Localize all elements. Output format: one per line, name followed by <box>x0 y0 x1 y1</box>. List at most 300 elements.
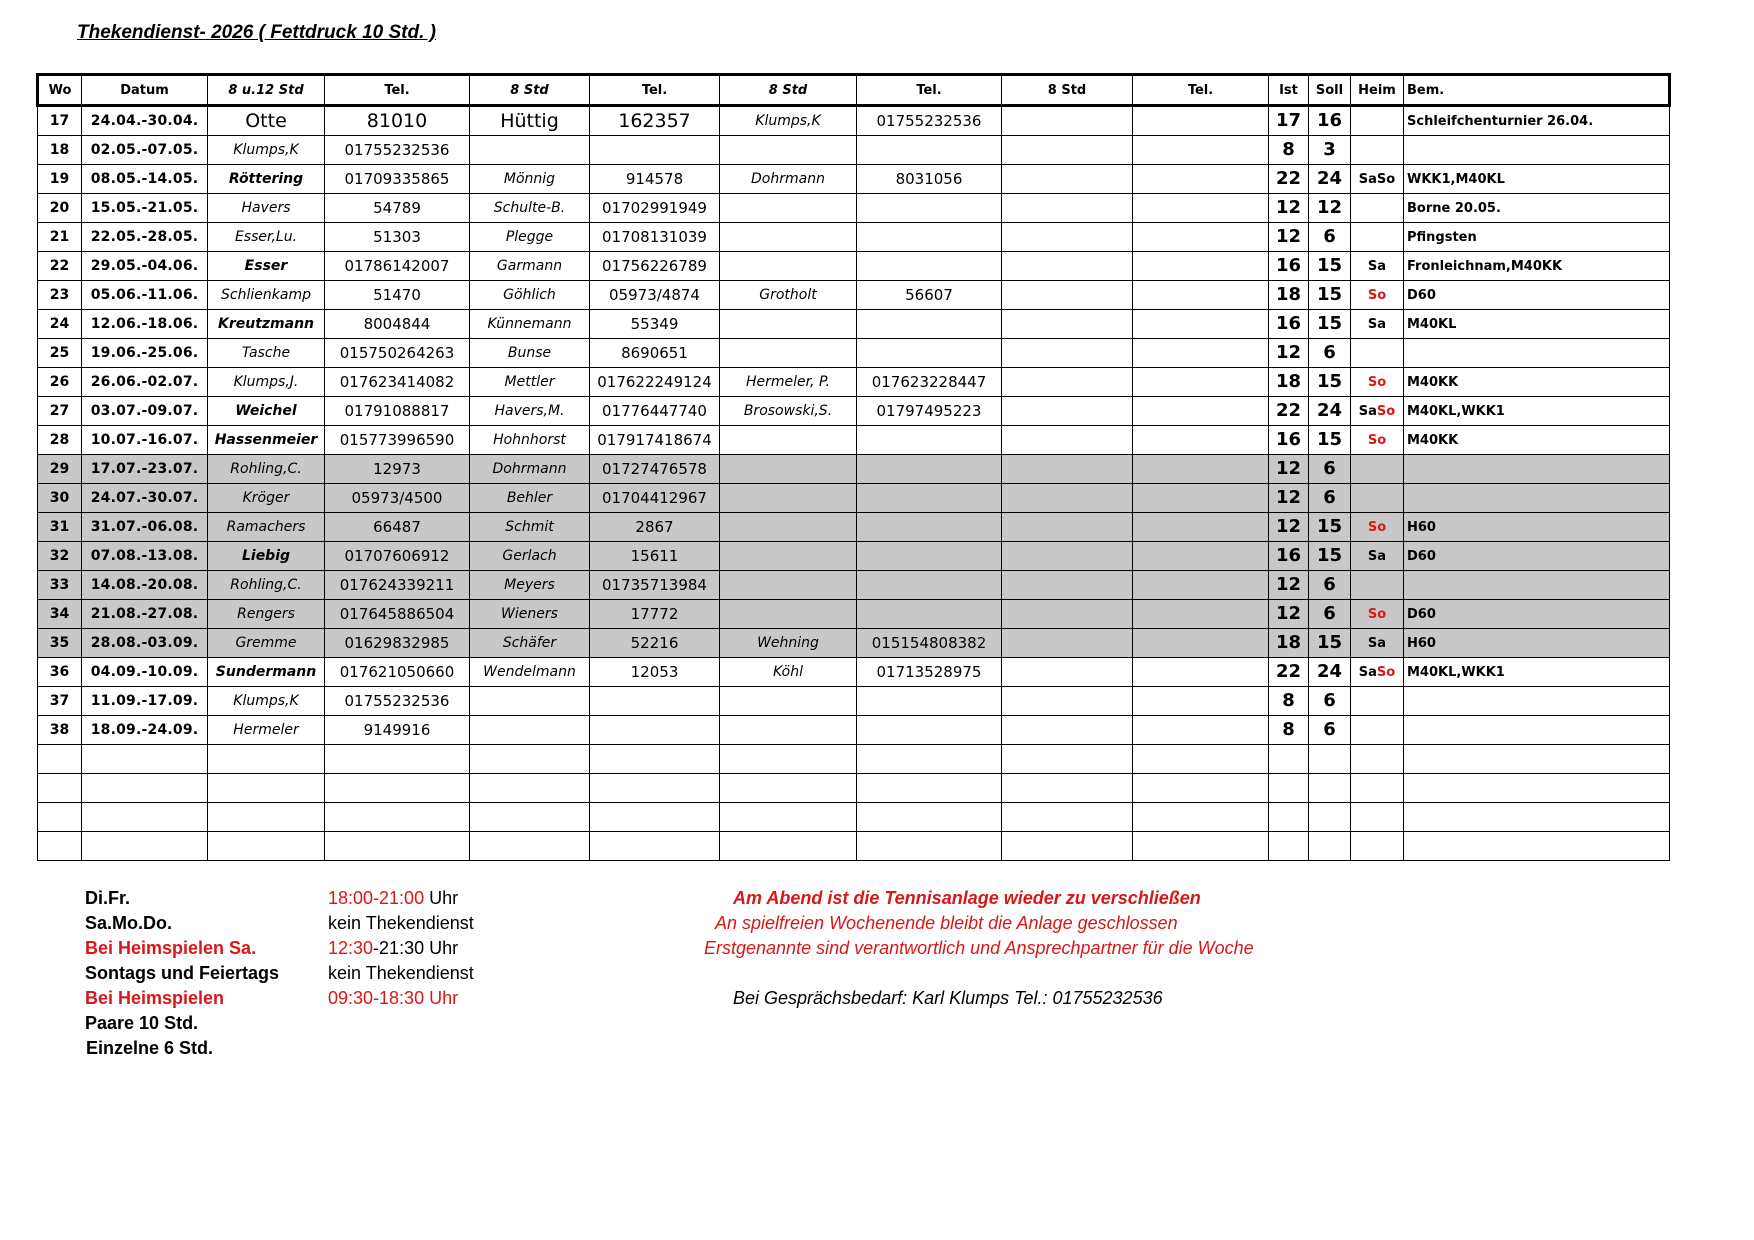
info-heim-sa-time <box>328 939 458 957</box>
table-row <box>38 106 1670 136</box>
cell-soll: 15 <box>1309 368 1351 397</box>
cell-phone <box>1133 571 1269 600</box>
cell-phone <box>857 194 1002 223</box>
table-row <box>38 629 1670 658</box>
cell-phone: 56607 <box>857 281 1002 310</box>
cell-name-primary: Rengers <box>208 600 325 629</box>
cell-phone: 81010 <box>325 106 470 136</box>
table-row <box>38 339 1670 368</box>
cell-phone: 01756226789 <box>590 252 720 281</box>
cell-week: 36 <box>38 658 82 687</box>
table-row <box>38 716 1670 745</box>
cell-phone <box>1133 774 1269 803</box>
cell-soll: 6 <box>1309 223 1351 252</box>
heim-sat-label: SaSo <box>1358 171 1396 187</box>
cell-week: 21 <box>38 223 82 252</box>
cell-remark: D60 <box>1404 600 1670 629</box>
cell-name <box>720 252 857 281</box>
cell-week: 31 <box>38 513 82 542</box>
table-row <box>38 252 1670 281</box>
cell-phone <box>1133 629 1269 658</box>
cell-name: Hohnhorst <box>470 426 590 455</box>
cell-date-range: 05.06.-11.06. <box>82 281 208 310</box>
table-row <box>38 194 1670 223</box>
cell-soll: 6 <box>1309 484 1351 513</box>
cell-phone <box>857 455 1002 484</box>
cell-name: Bunse <box>470 339 590 368</box>
cell-remark <box>1404 136 1670 165</box>
cell-name-primary <box>208 803 325 832</box>
cell-phone <box>590 832 720 861</box>
cell-week <box>38 745 82 774</box>
cell-name <box>470 774 590 803</box>
cell-name-primary: Otte <box>208 106 325 136</box>
cell-phone <box>857 426 1002 455</box>
cell-heim <box>1351 745 1404 774</box>
table-row <box>38 310 1670 339</box>
cell-name-primary: Liebig <box>208 542 325 571</box>
note-responsible: Erstgenannte sind verantwortlich und Ansprechpartner für die Woche <box>704 938 1254 958</box>
cell-name <box>1002 165 1133 194</box>
cell-ist: 8 <box>1269 687 1309 716</box>
cell-name: Klumps,K <box>720 106 857 136</box>
cell-name <box>720 745 857 774</box>
table-row <box>38 165 1670 194</box>
cell-name: Grotholt <box>720 281 857 310</box>
cell-phone <box>590 803 720 832</box>
cell-name <box>1002 513 1133 542</box>
cell-name: Schulte-B. <box>470 194 590 223</box>
cell-name <box>1002 745 1133 774</box>
cell-week <box>38 774 82 803</box>
header-cell: Bem. <box>1404 75 1670 106</box>
cell-week: 27 <box>38 397 82 426</box>
cell-name <box>720 426 857 455</box>
cell-phone <box>1133 165 1269 194</box>
cell-date-range: 02.05.-07.05. <box>82 136 208 165</box>
cell-soll <box>1309 774 1351 803</box>
cell-phone: 55349 <box>590 310 720 339</box>
heim-sun-label: So <box>1367 606 1387 622</box>
cell-ist: 8 <box>1269 716 1309 745</box>
cell-name <box>720 571 857 600</box>
cell-phone <box>857 832 1002 861</box>
cell-name-primary: Havers <box>208 194 325 223</box>
cell-week: 25 <box>38 339 82 368</box>
cell-phone: 17772 <box>590 600 720 629</box>
cell-phone: 01786142007 <box>325 252 470 281</box>
cell-remark: D60 <box>1404 281 1670 310</box>
cell-heim <box>1351 629 1404 658</box>
cell-phone <box>857 339 1002 368</box>
cell-soll: 6 <box>1309 600 1351 629</box>
cell-heim <box>1351 339 1404 368</box>
cell-name-primary: Klumps,K <box>208 136 325 165</box>
cell-name <box>470 803 590 832</box>
cell-name <box>1002 687 1133 716</box>
cell-name-primary: Röttering <box>208 165 325 194</box>
cell-ist: 16 <box>1269 426 1309 455</box>
cell-phone <box>857 223 1002 252</box>
table-row <box>38 745 1670 774</box>
cell-week: 34 <box>38 600 82 629</box>
cell-date-range: 17.07.-23.07. <box>82 455 208 484</box>
cell-date-range: 14.08.-20.08. <box>82 571 208 600</box>
heim-sun-label: So <box>1367 432 1387 448</box>
table-row <box>38 774 1670 803</box>
cell-phone: 01727476578 <box>590 455 720 484</box>
heim-sun-label: So <box>1367 519 1387 535</box>
header-cell: Ist <box>1269 75 1309 106</box>
info-heim-time: 09:30-18:30 Uhr <box>328 988 459 1008</box>
duty-table <box>36 73 1671 861</box>
cell-date-range: 04.09.-10.09. <box>82 658 208 687</box>
cell-remark: H60 <box>1404 513 1670 542</box>
cell-phone: 01708131039 <box>590 223 720 252</box>
cell-remark <box>1404 571 1670 600</box>
cell-date-range <box>82 745 208 774</box>
cell-name <box>1002 832 1133 861</box>
cell-name <box>720 832 857 861</box>
cell-ist: 16 <box>1269 252 1309 281</box>
cell-remark <box>1404 745 1670 774</box>
cell-ist: 12 <box>1269 194 1309 223</box>
cell-name: Mettler <box>470 368 590 397</box>
cell-phone: 51303 <box>325 223 470 252</box>
heim-sun-label: So <box>1376 403 1396 419</box>
cell-week: 29 <box>38 455 82 484</box>
cell-heim <box>1351 194 1404 223</box>
cell-soll: 6 <box>1309 455 1351 484</box>
cell-remark: D60 <box>1404 542 1670 571</box>
cell-remark: H60 <box>1404 629 1670 658</box>
cell-name: Wehning <box>720 629 857 658</box>
cell-name: Gerlach <box>470 542 590 571</box>
cell-remark: M40KL,WKK1 <box>1404 397 1670 426</box>
cell-ist: 12 <box>1269 513 1309 542</box>
cell-soll: 15 <box>1309 426 1351 455</box>
page-title: Thekendienst- 2026 ( Fettdruck 10 Std. ) <box>77 22 436 43</box>
cell-phone <box>325 803 470 832</box>
info-sonntag-label: Sontags und Feiertags <box>85 963 280 983</box>
cell-phone <box>857 252 1002 281</box>
cell-phone <box>1133 194 1269 223</box>
cell-phone <box>1133 136 1269 165</box>
cell-date-range <box>82 774 208 803</box>
header-cell: 8 Std <box>470 75 590 106</box>
cell-phone: 017917418674 <box>590 426 720 455</box>
cell-name: Meyers <box>470 571 590 600</box>
cell-phone <box>857 542 1002 571</box>
cell-heim <box>1351 716 1404 745</box>
cell-name-primary: Tasche <box>208 339 325 368</box>
heim-sat-label: Sa <box>1358 664 1377 680</box>
header-cell: 8 Std <box>1002 75 1133 106</box>
cell-phone <box>1133 339 1269 368</box>
cell-name <box>1002 397 1133 426</box>
cell-ist: 12 <box>1269 455 1309 484</box>
cell-name-primary: Esser,Lu. <box>208 223 325 252</box>
cell-phone <box>1133 687 1269 716</box>
cell-week: 28 <box>38 426 82 455</box>
cell-remark: Schleifchenturnier 26.04. <box>1404 106 1670 136</box>
table-row <box>38 513 1670 542</box>
cell-name <box>470 832 590 861</box>
cell-phone <box>1133 281 1269 310</box>
cell-phone: 017645886504 <box>325 600 470 629</box>
cell-phone: 2867 <box>590 513 720 542</box>
cell-name-primary: Hermeler <box>208 716 325 745</box>
cell-date-range: 08.05.-14.05. <box>82 165 208 194</box>
cell-name <box>1002 339 1133 368</box>
cell-phone: 05973/4874 <box>590 281 720 310</box>
cell-phone <box>1133 803 1269 832</box>
cell-phone <box>857 716 1002 745</box>
cell-phone: 01707606912 <box>325 542 470 571</box>
cell-name-primary <box>208 774 325 803</box>
cell-name <box>720 455 857 484</box>
cell-week: 35 <box>38 629 82 658</box>
note-contact: Bei Gesprächsbedarf: Karl Klumps Tel.: 01755232536 <box>733 988 1163 1008</box>
info-einzelne: Einzelne 6 Std. <box>86 1038 214 1058</box>
cell-phone: 017622249124 <box>590 368 720 397</box>
heim-sat-label: Sa <box>1367 316 1387 332</box>
cell-soll: 15 <box>1309 281 1351 310</box>
cell-name <box>1002 774 1133 803</box>
cell-name <box>1002 542 1133 571</box>
cell-heim <box>1351 368 1404 397</box>
cell-phone <box>590 774 720 803</box>
heim-sun-label: So <box>1367 287 1387 303</box>
header-cell: Heim <box>1351 75 1404 106</box>
cell-name: Schäfer <box>470 629 590 658</box>
cell-phone: 01735713984 <box>590 571 720 600</box>
table-row <box>38 281 1670 310</box>
cell-ist: 12 <box>1269 223 1309 252</box>
cell-phone <box>1133 455 1269 484</box>
cell-heim <box>1351 165 1404 194</box>
cell-date-range: 26.06.-02.07. <box>82 368 208 397</box>
cell-name <box>1002 426 1133 455</box>
cell-name-primary: Esser <box>208 252 325 281</box>
cell-soll: 15 <box>1309 252 1351 281</box>
cell-remark: WKK1,M40KL <box>1404 165 1670 194</box>
cell-heim <box>1351 600 1404 629</box>
heim-sat-label: Sa <box>1367 258 1387 274</box>
cell-phone <box>857 136 1002 165</box>
cell-name <box>1002 658 1133 687</box>
cell-soll: 6 <box>1309 716 1351 745</box>
cell-name: Hüttig <box>470 106 590 136</box>
cell-remark <box>1404 832 1670 861</box>
cell-remark: M40KK <box>1404 368 1670 397</box>
cell-ist <box>1269 745 1309 774</box>
cell-week: 17 <box>38 106 82 136</box>
cell-phone: 01713528975 <box>857 658 1002 687</box>
note-free: An spielfreien Wochenende bleibt die Anlage geschlossen <box>715 913 1178 933</box>
cell-ist: 16 <box>1269 310 1309 339</box>
cell-phone: 01755232536 <box>325 136 470 165</box>
cell-ist: 22 <box>1269 658 1309 687</box>
cell-heim <box>1351 774 1404 803</box>
table-row <box>38 484 1670 513</box>
cell-ist <box>1269 774 1309 803</box>
info-samodo-label: Sa.Mo.Do. <box>85 913 173 933</box>
cell-soll: 6 <box>1309 571 1351 600</box>
header-cell: Wo <box>38 75 82 106</box>
cell-name-primary: Schlienkamp <box>208 281 325 310</box>
cell-phone: 52216 <box>590 629 720 658</box>
cell-phone <box>325 774 470 803</box>
cell-heim <box>1351 223 1404 252</box>
cell-name: Göhlich <box>470 281 590 310</box>
cell-phone <box>1133 513 1269 542</box>
table-header-row <box>38 75 1670 106</box>
cell-name: Brosowski,S. <box>720 397 857 426</box>
cell-date-range: 15.05.-21.05. <box>82 194 208 223</box>
cell-name <box>1002 716 1133 745</box>
cell-name <box>1002 484 1133 513</box>
table-row <box>38 600 1670 629</box>
info-heim-label: Bei Heimspielen <box>85 988 225 1008</box>
cell-name: Mönnig <box>470 165 590 194</box>
cell-week: 26 <box>38 368 82 397</box>
cell-ist: 16 <box>1269 542 1309 571</box>
cell-ist: 12 <box>1269 484 1309 513</box>
cell-heim <box>1351 310 1404 339</box>
cell-heim <box>1351 687 1404 716</box>
table-row <box>38 687 1670 716</box>
cell-phone <box>1133 368 1269 397</box>
cell-soll: 15 <box>1309 629 1351 658</box>
cell-name-primary: Klumps,J. <box>208 368 325 397</box>
cell-phone: 05973/4500 <box>325 484 470 513</box>
cell-name <box>720 136 857 165</box>
cell-name <box>720 542 857 571</box>
cell-week: 23 <box>38 281 82 310</box>
cell-week <box>38 803 82 832</box>
cell-phone: 01797495223 <box>857 397 1002 426</box>
cell-week <box>38 832 82 861</box>
cell-week: 30 <box>38 484 82 513</box>
cell-name-primary: Klumps,K <box>208 687 325 716</box>
cell-phone: 8690651 <box>590 339 720 368</box>
cell-soll: 15 <box>1309 513 1351 542</box>
header-cell: Tel. <box>1133 75 1269 106</box>
table-row <box>38 571 1670 600</box>
cell-remark <box>1404 803 1670 832</box>
cell-name <box>1002 600 1133 629</box>
cell-name-primary: Gremme <box>208 629 325 658</box>
cell-name <box>1002 223 1133 252</box>
cell-phone: 12053 <box>590 658 720 687</box>
info-samodo-value: kein Thekendienst <box>328 913 474 933</box>
cell-phone: 01704412967 <box>590 484 720 513</box>
cell-date-range <box>82 803 208 832</box>
cell-name: Wendelmann <box>470 658 590 687</box>
heim-sun-label: So <box>1376 664 1396 680</box>
cell-date-range: 03.07.-09.07. <box>82 397 208 426</box>
header-cell: Tel. <box>590 75 720 106</box>
cell-date-range: 28.08.-03.09. <box>82 629 208 658</box>
cell-phone <box>325 745 470 774</box>
cell-phone <box>1133 252 1269 281</box>
cell-phone <box>590 716 720 745</box>
cell-name <box>1002 571 1133 600</box>
cell-name <box>1002 281 1133 310</box>
cell-week: 20 <box>38 194 82 223</box>
cell-phone <box>1133 542 1269 571</box>
table-row <box>38 658 1670 687</box>
cell-name-primary <box>208 745 325 774</box>
info-difr-time-value: 18:00-21:00 <box>328 888 425 908</box>
cell-name <box>1002 106 1133 136</box>
cell-name <box>470 716 590 745</box>
cell-name <box>720 687 857 716</box>
header-cell: Tel. <box>857 75 1002 106</box>
cell-name <box>720 774 857 803</box>
table-row <box>38 397 1670 426</box>
cell-soll: 15 <box>1309 310 1351 339</box>
cell-name <box>1002 629 1133 658</box>
cell-name <box>720 339 857 368</box>
cell-ist: 12 <box>1269 571 1309 600</box>
cell-phone <box>1133 106 1269 136</box>
cell-phone <box>1133 426 1269 455</box>
info-difr-time <box>328 889 458 907</box>
cell-phone: 015773996590 <box>325 426 470 455</box>
cell-ist: 22 <box>1269 165 1309 194</box>
cell-phone <box>857 310 1002 339</box>
table-row <box>38 426 1670 455</box>
cell-remark: M40KL <box>1404 310 1670 339</box>
cell-remark <box>1404 774 1670 803</box>
cell-ist: 12 <box>1269 339 1309 368</box>
cell-phone <box>857 687 1002 716</box>
cell-heim <box>1351 484 1404 513</box>
cell-phone <box>857 571 1002 600</box>
cell-heim <box>1351 658 1404 687</box>
cell-week: 33 <box>38 571 82 600</box>
info-heim-sa-time-rest: -21:30 Uhr <box>373 938 459 958</box>
cell-week: 37 <box>38 687 82 716</box>
cell-remark: Pfingsten <box>1404 223 1670 252</box>
header-cell: Datum <box>82 75 208 106</box>
cell-phone: 01629832985 <box>325 629 470 658</box>
info-heim-sa-time-start: 12:30 <box>328 938 374 958</box>
cell-phone: 015750264263 <box>325 339 470 368</box>
cell-name <box>720 310 857 339</box>
cell-phone <box>1133 600 1269 629</box>
cell-phone <box>590 136 720 165</box>
cell-remark <box>1404 484 1670 513</box>
heim-sat-label: Sa <box>1358 403 1377 419</box>
cell-phone: 01755232536 <box>857 106 1002 136</box>
cell-date-range: 24.04.-30.04. <box>82 106 208 136</box>
cell-phone: 017621050660 <box>325 658 470 687</box>
cell-name: Dohrmann <box>720 165 857 194</box>
cell-soll: 24 <box>1309 658 1351 687</box>
cell-phone: 15611 <box>590 542 720 571</box>
cell-soll <box>1309 803 1351 832</box>
cell-heim <box>1351 513 1404 542</box>
cell-name <box>1002 310 1133 339</box>
cell-soll: 16 <box>1309 106 1351 136</box>
cell-name-primary: Weichel <box>208 397 325 426</box>
cell-remark <box>1404 455 1670 484</box>
cell-remark: M40KL,WKK1 <box>1404 658 1670 687</box>
cell-heim <box>1351 252 1404 281</box>
